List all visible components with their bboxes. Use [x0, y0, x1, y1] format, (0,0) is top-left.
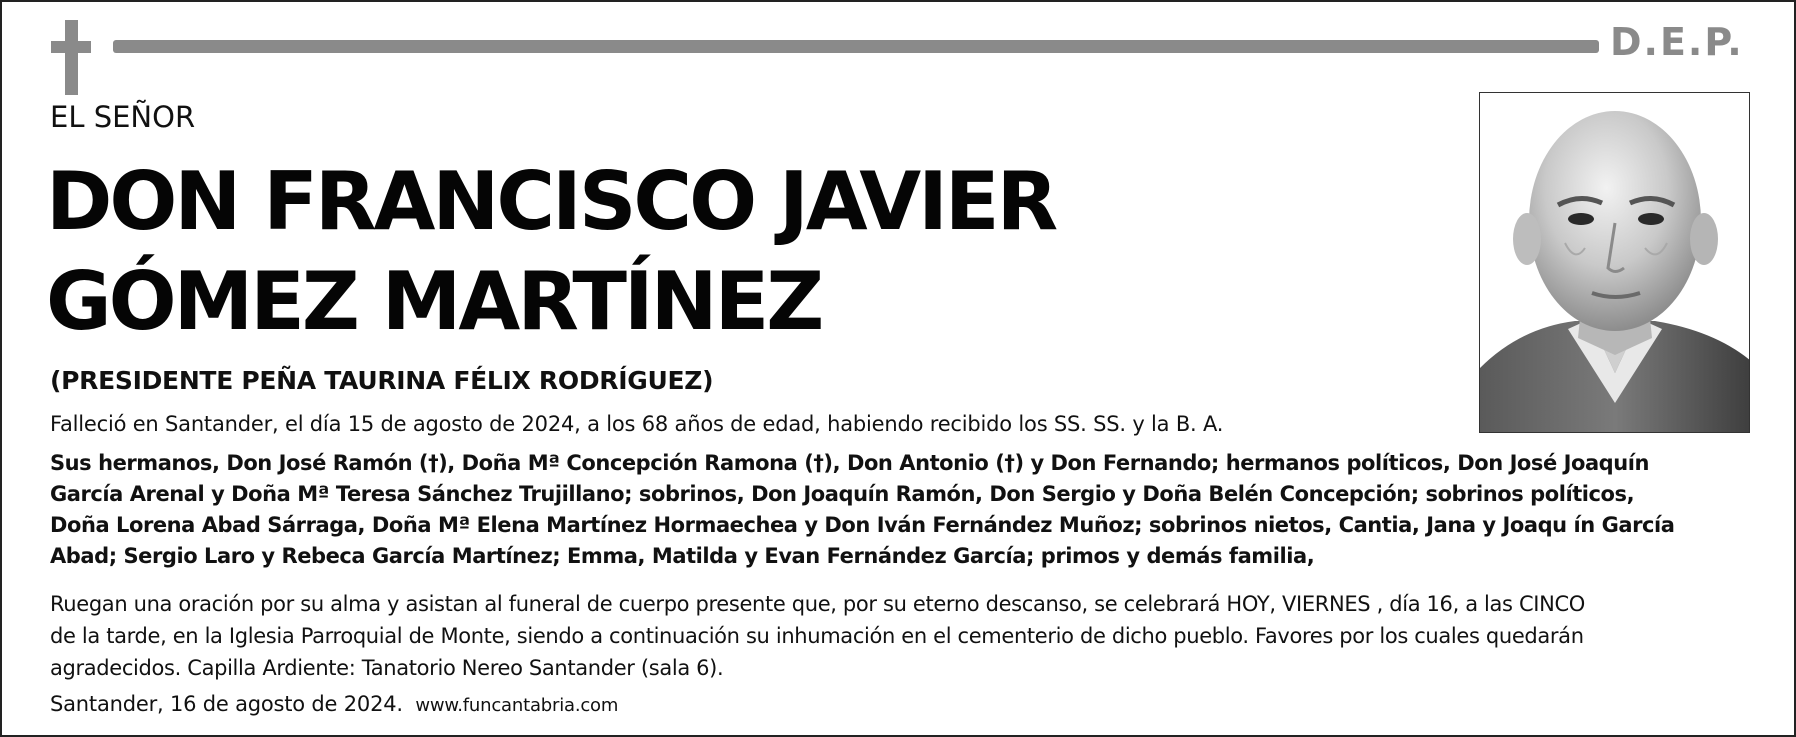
dep-label: D.E.P. [1610, 20, 1744, 64]
cross-icon [51, 20, 91, 95]
funeral-line: agradecidos. Capilla Ardiente: Tanatorio Nereo Santander (sala 6). [50, 656, 724, 680]
family-line: Sus hermanos, Don José Ramón (†), Doña Mª Concepción Ramona (†), Don Antonio (†) y Don Fernando; hermanos políticos, Don José Joaquín [50, 451, 1650, 475]
place-date: Santander, 16 de agosto de 2024. [50, 692, 403, 716]
deceased-name [46, 152, 1055, 352]
funeral-paragraph [50, 588, 1760, 684]
portrait-image [1480, 93, 1750, 433]
name-line-1: DON FRANCISCO JAVIER [46, 155, 1056, 248]
funeral-line: Ruegan una oración por su alma y asistan al funeral de cuerpo presente que, por su eterno descanso, se celebrará HOY, VIERNES , día 16, a las CINCO [50, 592, 1585, 616]
intro-label: EL SEÑOR [50, 100, 196, 134]
subtitle: (PRESIDENTE PEÑA TAURINA FÉLIX RODRÍGUEZ) [50, 366, 714, 395]
name-line-2: GÓMEZ MARTÍNEZ [46, 255, 822, 348]
family-paragraph [50, 448, 1760, 572]
family-line: Abad; Sergio Laro y Rebeca García Martínez; Emma, Matilda y Evan Fernández García; primos y demás familia, [50, 544, 1315, 568]
website-link[interactable]: www.funcantabria.com [415, 695, 619, 716]
portrait-photo [1479, 92, 1750, 433]
header-rule [113, 40, 1599, 53]
footer [50, 692, 618, 716]
funeral-line: de la tarde, en la Iglesia Parroquial de Monte, siendo a continuación su inhumación en el cementerio de dicho pueblo. Favores por los cuales quedarán [50, 624, 1584, 648]
family-line: García Arenal y Doña Mª Teresa Sánchez Trujillano; sobrinos, Don Joaquín Ramón, Don Sergio y Doña Belén Concepción; sobrinos políticos, [50, 482, 1635, 506]
death-notice: Falleció en Santander, el día 15 de agosto de 2024, a los 68 años de edad, habiendo recibido los SS. SS. y la B. A. [50, 412, 1224, 436]
family-line: Doña Lorena Abad Sárraga, Doña Mª Elena Martínez Hormaechea y Don Iván Fernández Muñoz; sobrinos nietos, Cantia, Jana y Joaqu ín García [50, 513, 1675, 537]
